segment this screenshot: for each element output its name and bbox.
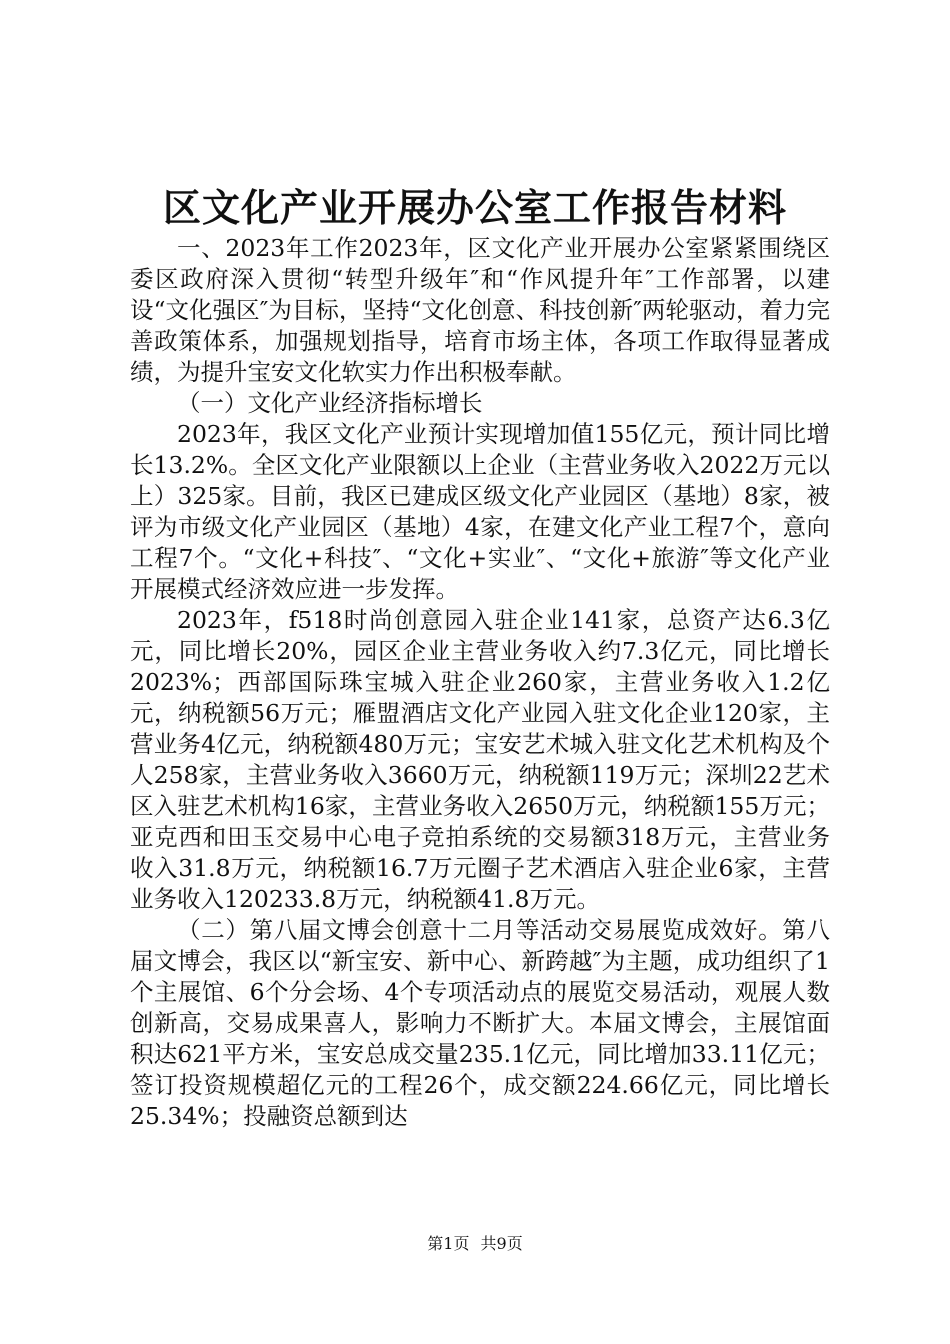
- section-heading-1: （一）文化产业经济指标增长: [177, 389, 483, 417]
- document-body: [130, 233, 830, 1132]
- paragraph-parks: 2023年，f518时尚创意园入驻企业141家，总资产达6.3亿元，同比增长20%，园区企业主营业务收入约7.3亿元，同比增长2023%；西部国际珠宝城入驻企业260家，主营业务收入1.2亿元，纳税额56万元；雁盟酒店文化产业园入驻文化企业120家，主营业务4亿元，纳税额480万元；宝安艺术城入驻文化艺术机构及个人258家，主营业务收入3660万元，纳税额119万元；深圳22艺术区入驻艺术机构16家，主营业务收入2650万元，纳税额155万元；亚克西和田玉交易中心电子竞拍系统的交易额318万元，主营业务收入31.8万元，纳税额16.7万元圈子艺术酒店入驻企业6家，主营业务收入120233.8万元，纳税额41.8万元。: [130, 606, 830, 913]
- document-title: 区文化产业开展办公室工作报告材料: [162, 185, 787, 230]
- paragraph-expo: （二）第八届文博会创意十二月等活动交易展览成效好。第八届文博会，我区以“新宝安、新中心、新跨越″为主题，成功组织了1个主展馆、6个分会场、4个专项活动点的展览交易活动，观展人数创新高，交易成果喜人，影响力不断扩大。本届文博会，主展馆面积达621平方米，宝安总成交量235.1亿元，同比增加33.11亿元；签订投资规模超亿元的工程26个，成交额224.66亿元，同比增长25.34%；投融资总额到达: [130, 916, 830, 1130]
- paragraph-intro: 一、2023年工作2023年，区文化产业开展办公室紧紧围绕区委区政府深入贯彻“转型升级年″和“作风提升年″工作部署，以建设“文化强区″为目标，坚持“文化创意、科技创新″两轮驱动，着力完善政策体系，加强规划指导，培育市场主体，各项工作取得显著成绩，为提升宝安文化软实力作出积极奉献。: [130, 234, 830, 386]
- page-footer: [0, 1233, 950, 1255]
- paragraph-indicators: 2023年，我区文化产业预计实现增加值155亿元，预计同比增长13.2%。全区文化产业限额以上企业（主营业务收入2022万元以上）325家。目前，我区已建成区级文化产业园区（基地）8家，被评为市级文化产业园区（基地）4家，在建文化产业工程7个，意向工程7个。“文化+科技″、“文化+实业″、“文化+旅游″等文化产业开展模式经济效应进一步发挥。: [130, 420, 830, 603]
- page-number: 第1页: [427, 1234, 470, 1253]
- page-total: 共9页: [480, 1234, 523, 1253]
